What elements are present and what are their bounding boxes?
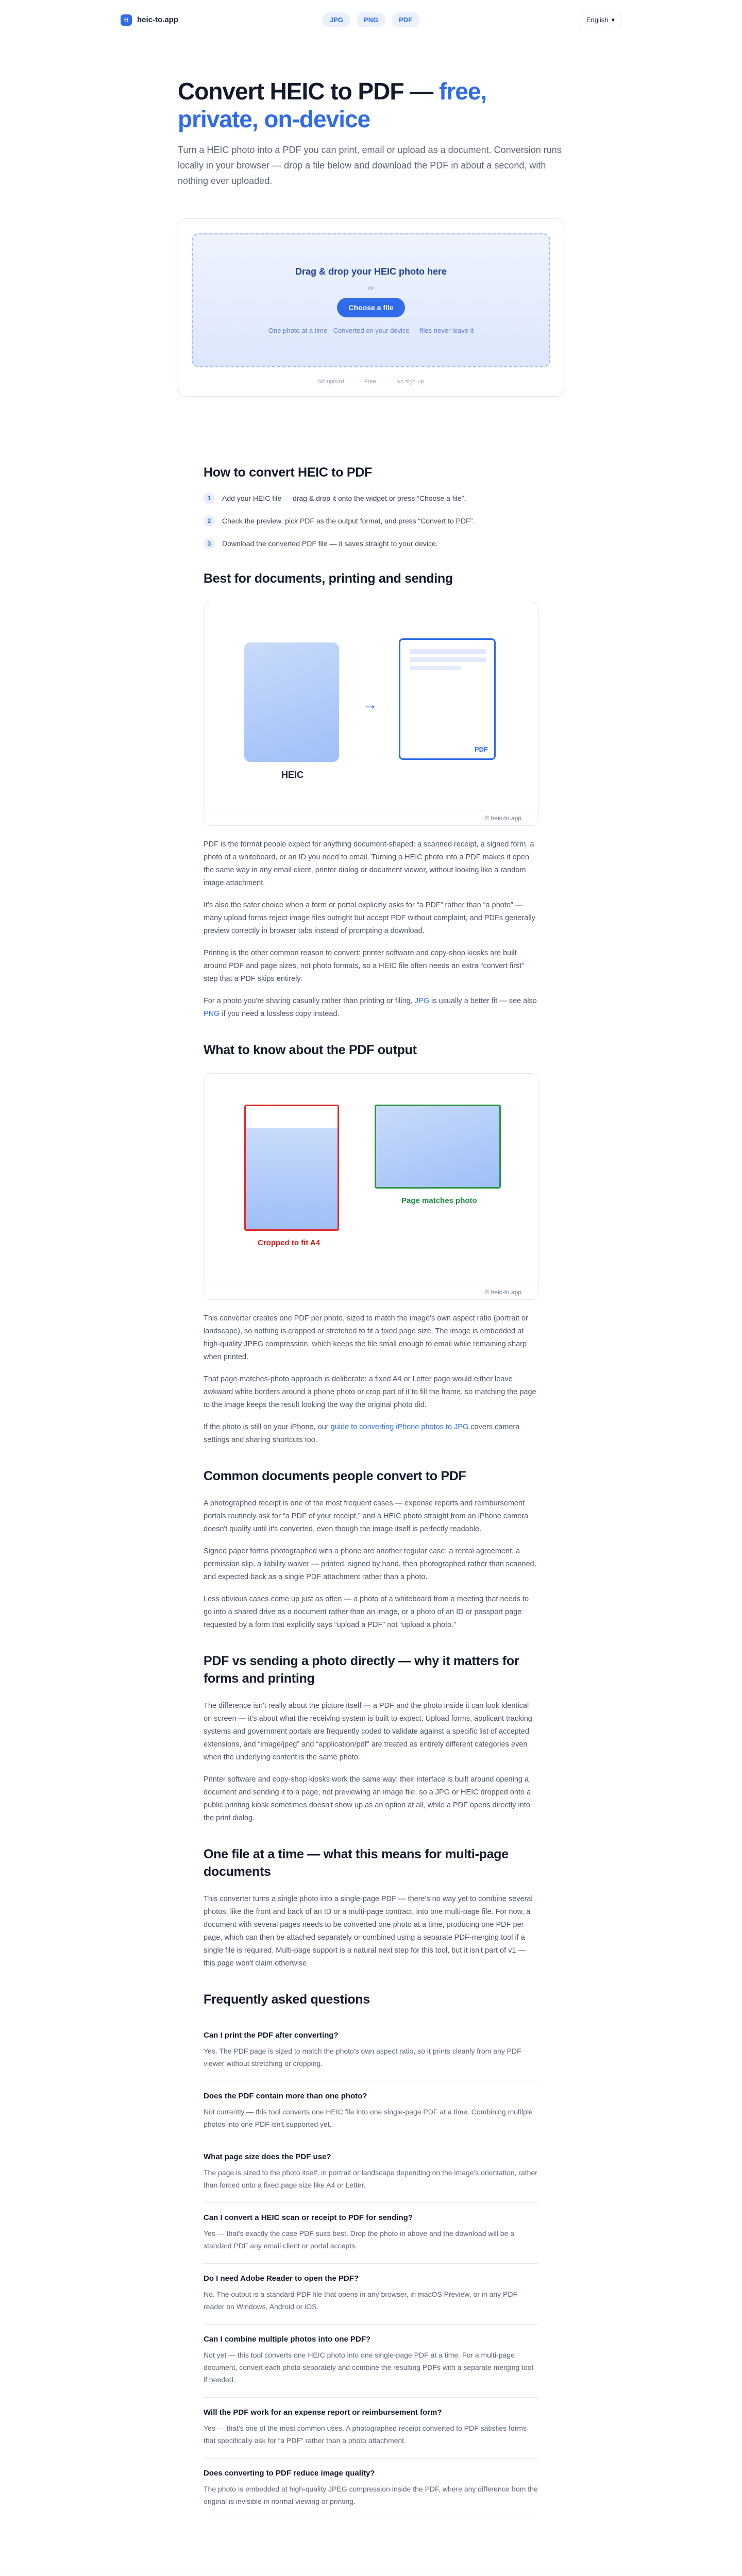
paragraph: [204, 995, 538, 1021]
title-accent: free, private, on-device: [178, 78, 487, 132]
faq-section: [204, 1991, 538, 2519]
pdf-text-line: [410, 657, 486, 662]
output-title: What to know about the PDF output: [204, 1043, 417, 1057]
paragraph: This converter creates one PDF per photo, sized to match the image's own aspect ratio (portrait or landscape), so nothing is cropped or stretched to fit a fixed page size. The image is embedded at high-quality JPEG compression, which keeps the file small enough to email while remaining sharp when printed.: [204, 1314, 528, 1361]
faq-question: Will the PDF work for an expense report or reimbursement form?: [204, 2408, 442, 2417]
cropped-page-frame: [244, 1105, 339, 1231]
nav-png[interactable]: PNG: [357, 12, 385, 27]
best-title: Best for documents, printing and sending: [204, 571, 453, 586]
heic-photo-tile: [244, 642, 339, 762]
vs-title: PDF vs sending a photo directly — why it matters for forms and printing: [204, 1654, 519, 1686]
faq-answer: Yes — that's exactly the case PDF suits best. Drop the photo in above and the download will be a standard PDF any email client or portal accepts.: [204, 2229, 514, 2250]
page-title: [178, 77, 564, 133]
step-text: Check the preview, pick PDF as the output format, and press “Convert to PDF”.: [222, 517, 475, 525]
steps-list: [204, 493, 538, 549]
faq-title: Frequently asked questions: [204, 1992, 370, 2007]
brand-logo-icon: H: [121, 14, 132, 26]
paragraph: Printing is the other common reason to convert: printer software and copy-shop kiosks are built around PDF and page sizes, not photo formats, so a HEIC file often needs an extra “convert first” step that a PDF skips entirely.: [204, 949, 525, 983]
pdf-document-icon: [399, 638, 496, 760]
brand[interactable]: [121, 14, 178, 26]
footer-bar: [0, 2571, 742, 2576]
hero-lead: Turn a HEIC photo into a PDF you can print, email or upload as a document. Conversion runs locally in your browser — drop a file below and download the PDF in about a second, with nothing ever uploaded.: [178, 145, 562, 186]
step-text: Add your HEIC file — drag & drop it onto the widget or press “Choose a file”.: [222, 494, 466, 502]
top-bar: [0, 0, 742, 40]
step-item: [204, 538, 538, 549]
faq-item[interactable]: [204, 2142, 538, 2203]
faq-item[interactable]: [204, 2398, 538, 2459]
cropped-label: Cropped to fit A4: [258, 1239, 321, 1247]
faq-answer: Not yet — this tool converts one HEIC photo into one single-page PDF at a time. For a multi-page document, convert each photo separately and combine the resulting PDFs with a separate merging tool if needed.: [204, 2351, 533, 2384]
step-number: 1: [204, 493, 215, 504]
meta-dot: ·: [385, 379, 387, 385]
vs-section: [204, 1652, 538, 1825]
meta-free: Free: [364, 379, 376, 385]
faq-answer: Yes — that's one of the most common uses. A photographed receipt converted to PDF satisfies forms that specifically ask for “a PDF” rather than a photo attachment.: [204, 2424, 527, 2445]
main-content: [204, 464, 538, 2519]
matched-page-frame: [375, 1105, 501, 1189]
choose-file-button[interactable]: Choose a file: [337, 298, 404, 317]
paragraph: PDF is the format people expect for anything document-shaped: a scanned receipt, a signed form, a photo of a whiteboard, or an ID you need to email. Turning a HEIC photo into a PDF makes it open the same way in any email client, printer dialog or document viewer, without looking like a random image attachment.: [204, 840, 534, 887]
faq-answer: Not currently — this tool converts one HEIC file into one single-page PDF at a time. Combining multiple photos into one PDF isn't supported yet.: [204, 2108, 533, 2128]
text: If the photo is still on your iPhone, our: [204, 1423, 331, 1431]
paragraph: A photographed receipt is one of the most frequent cases — expense reports and reimbursement portals routinely ask for “a PDF of your receipt,” and a HEIC photo straight from an iPhone camera doesn't qualify until it's converted, even though the image itself is perfectly readable.: [204, 1499, 529, 1533]
pdf-label: PDF: [475, 745, 488, 753]
heic-label: HEIC: [281, 770, 304, 780]
meta-no-signup: No sign-up: [396, 379, 424, 385]
faq-item[interactable]: [204, 2203, 538, 2264]
paragraph: Signed paper forms photographed with a phone are another regular case: a rental agreement, a permission slip, a liability waiver — printed, signed by hand, then photographed rather than scanned, and expected back as a single PDF attachment rather than a photo.: [204, 1547, 536, 1581]
faq-answer: No. The output is a standard PDF file that opens in any browser, in macOS Preview, or in any PDF reader on Windows, Android or iOS.: [204, 2290, 518, 2311]
onefile-section: [204, 1845, 538, 1970]
nav-pdf[interactable]: PDF: [392, 12, 419, 27]
faq-question: Can I print the PDF after converting?: [204, 2031, 339, 2040]
paragraph: This converter turns a single photo into a single-page PDF — there's no way yet to combine several photos, like the front and back of an ID or a multi-page contract, into one multi-page file. For now, a document with several pages needs to be converted one photo at a time, producing one PDF per page, which can then be attached separately or combined using a separate PDF-merging tool if a single file is required. Multi-page support is a natural next step for this tool, but it isn't part of v1 — this page won't claim otherwise.: [204, 1895, 533, 1968]
step-number: 3: [204, 538, 215, 549]
faq-question: Does converting to PDF reduce image quality?: [204, 2469, 375, 2478]
heic-to-pdf-illustration: [204, 602, 538, 826]
faq-item[interactable]: [204, 2459, 538, 2519]
best-section: [204, 570, 538, 1021]
faq-item[interactable]: [204, 2264, 538, 2325]
text: covers camera settings and sharing shortcuts too.: [204, 1423, 520, 1444]
dropzone-note: One photo at a time · Converted on your device — files never leave it: [268, 327, 474, 334]
meta-no-upload: No upload: [318, 379, 344, 385]
faq-question: Do I need Adobe Reader to open the PDF?: [204, 2274, 359, 2283]
pdf-text-line: [410, 666, 461, 670]
link-png[interactable]: PNG: [204, 1010, 220, 1018]
nav-jpg[interactable]: JPG: [323, 12, 350, 27]
pdf-text-line: [410, 649, 486, 654]
faq-answer: The photo is embedded at high-quality JPEG compression inside the PDF, where any difference from the original is invisible in normal viewing or printing.: [204, 2485, 538, 2505]
upload-meta: [192, 379, 550, 385]
meta-dot: ·: [353, 379, 356, 385]
language-select[interactable]: [580, 12, 621, 28]
faq-item[interactable]: [204, 2081, 538, 2142]
faq-question: Can I combine multiple photos into one PDF?: [204, 2335, 371, 2344]
output-section: [204, 1041, 538, 1447]
paragraph: The difference isn't really about the picture itself — a PDF and the photo inside it can look identical on screen — it's about what the receiving system is built to expect. Upload forms, applicant tracking systems and government portals are frequently coded to validate against a specific list of accepted extensions, and “image/jpeg” and “application/pdf” are treated as entirely different categories even when the underlying content is the same photo.: [204, 1702, 532, 1761]
paragraph: Printer software and copy-shop kiosks work the same way: their interface is built around opening a document and sending it to a page, not previewing an image file, so a JPG or HEIC dropped onto a public printing kiosk sometimes doesn't show up as an option at all, while a PDF opens directly into the print dialog.: [204, 1775, 531, 1822]
cropped-photo: [246, 1128, 338, 1229]
paragraph: [204, 1421, 538, 1447]
text: is usually a better fit — see also: [429, 997, 537, 1005]
dropzone[interactable]: [192, 233, 550, 367]
figure-credit: © heic-to.app: [204, 1284, 538, 1299]
crop-vs-match-illustration: [204, 1073, 538, 1300]
faq-item[interactable]: [204, 2325, 538, 2398]
link-iphone-guide[interactable]: guide to converting iPhone photos to JPG: [330, 1423, 469, 1431]
faq-question: Can I convert a HEIC scan or receipt to PDF for sending?: [204, 2213, 413, 2222]
faq-question: What page size does the PDF use?: [204, 2153, 331, 2161]
paragraph: It's also the safer choice when a form or portal explicitly asks for “a PDF” rather than “a photo” — many upload forms reject image files outright but accept PDF without complaint, and PDFs generally preview correctly in browser tabs instead of prompting a download.: [204, 901, 535, 935]
faq-question: Does the PDF contain more than one photo?: [204, 2092, 367, 2100]
text: For a photo you're sharing casually rather than printing or filing,: [204, 997, 415, 1005]
dropzone-title: Drag & drop your HEIC photo here: [295, 266, 447, 277]
link-jpg[interactable]: JPG: [414, 997, 429, 1005]
howto-title: How to convert HEIC to PDF: [204, 465, 372, 480]
chevron-down-icon: ▾: [611, 15, 615, 24]
faq-item[interactable]: [204, 2021, 538, 2081]
paragraph: That page-matches-photo approach is deliberate: a fixed A4 or Letter page would either leave awkward white borders around a phone photo or crop part of it to fill the frame, so matching the page to the image keeps the result looking the way the original photo did.: [204, 1375, 536, 1409]
text: if you need a lossless copy instead.: [220, 1010, 340, 1018]
step-number: 2: [204, 515, 215, 527]
step-text: Download the converted PDF file — it saves straight to your device.: [222, 539, 438, 548]
faq-list: [204, 2021, 538, 2519]
brand-name: heic-to.app: [137, 15, 179, 24]
faq-answer: The page is sized to the photo itself, in portrait or landscape depending on the image's orientation, rather than forced onto a fixed page size like A4 or Letter.: [204, 2168, 537, 2189]
step-item: [204, 493, 538, 504]
common-title: Common documents people convert to PDF: [204, 1469, 466, 1483]
dropzone-or: or: [368, 284, 374, 292]
hero: [178, 40, 564, 397]
common-section: [204, 1467, 538, 1632]
faq-answer: Yes. The PDF page is sized to match the photo's own aspect ratio, so it prints cleanly from any PDF viewer without stretching or cropping.: [204, 2047, 521, 2067]
onefile-title: One file at a time — what this means for multi-page documents: [204, 1847, 509, 1879]
footer: [0, 2571, 742, 2576]
figure-credit: © heic-to.app: [204, 810, 538, 825]
upload-card: [178, 218, 564, 397]
format-nav: [323, 12, 419, 27]
step-item: [204, 515, 538, 527]
howto-section: [204, 464, 538, 549]
matched-label: Page matches photo: [401, 1196, 477, 1205]
arrow-right-icon: →: [362, 696, 378, 713]
title-main: Convert HEIC to PDF —: [178, 78, 440, 105]
paragraph: Less obvious cases come up just as often — a photo of a whiteboard from a meeting that needs to go into a shared drive as a document rather than an image, or a photo of an ID or passport page requested by a form that explicitly says “upload a PDF” not “upload a photo.”: [204, 1595, 529, 1629]
language-value: English: [586, 16, 609, 24]
